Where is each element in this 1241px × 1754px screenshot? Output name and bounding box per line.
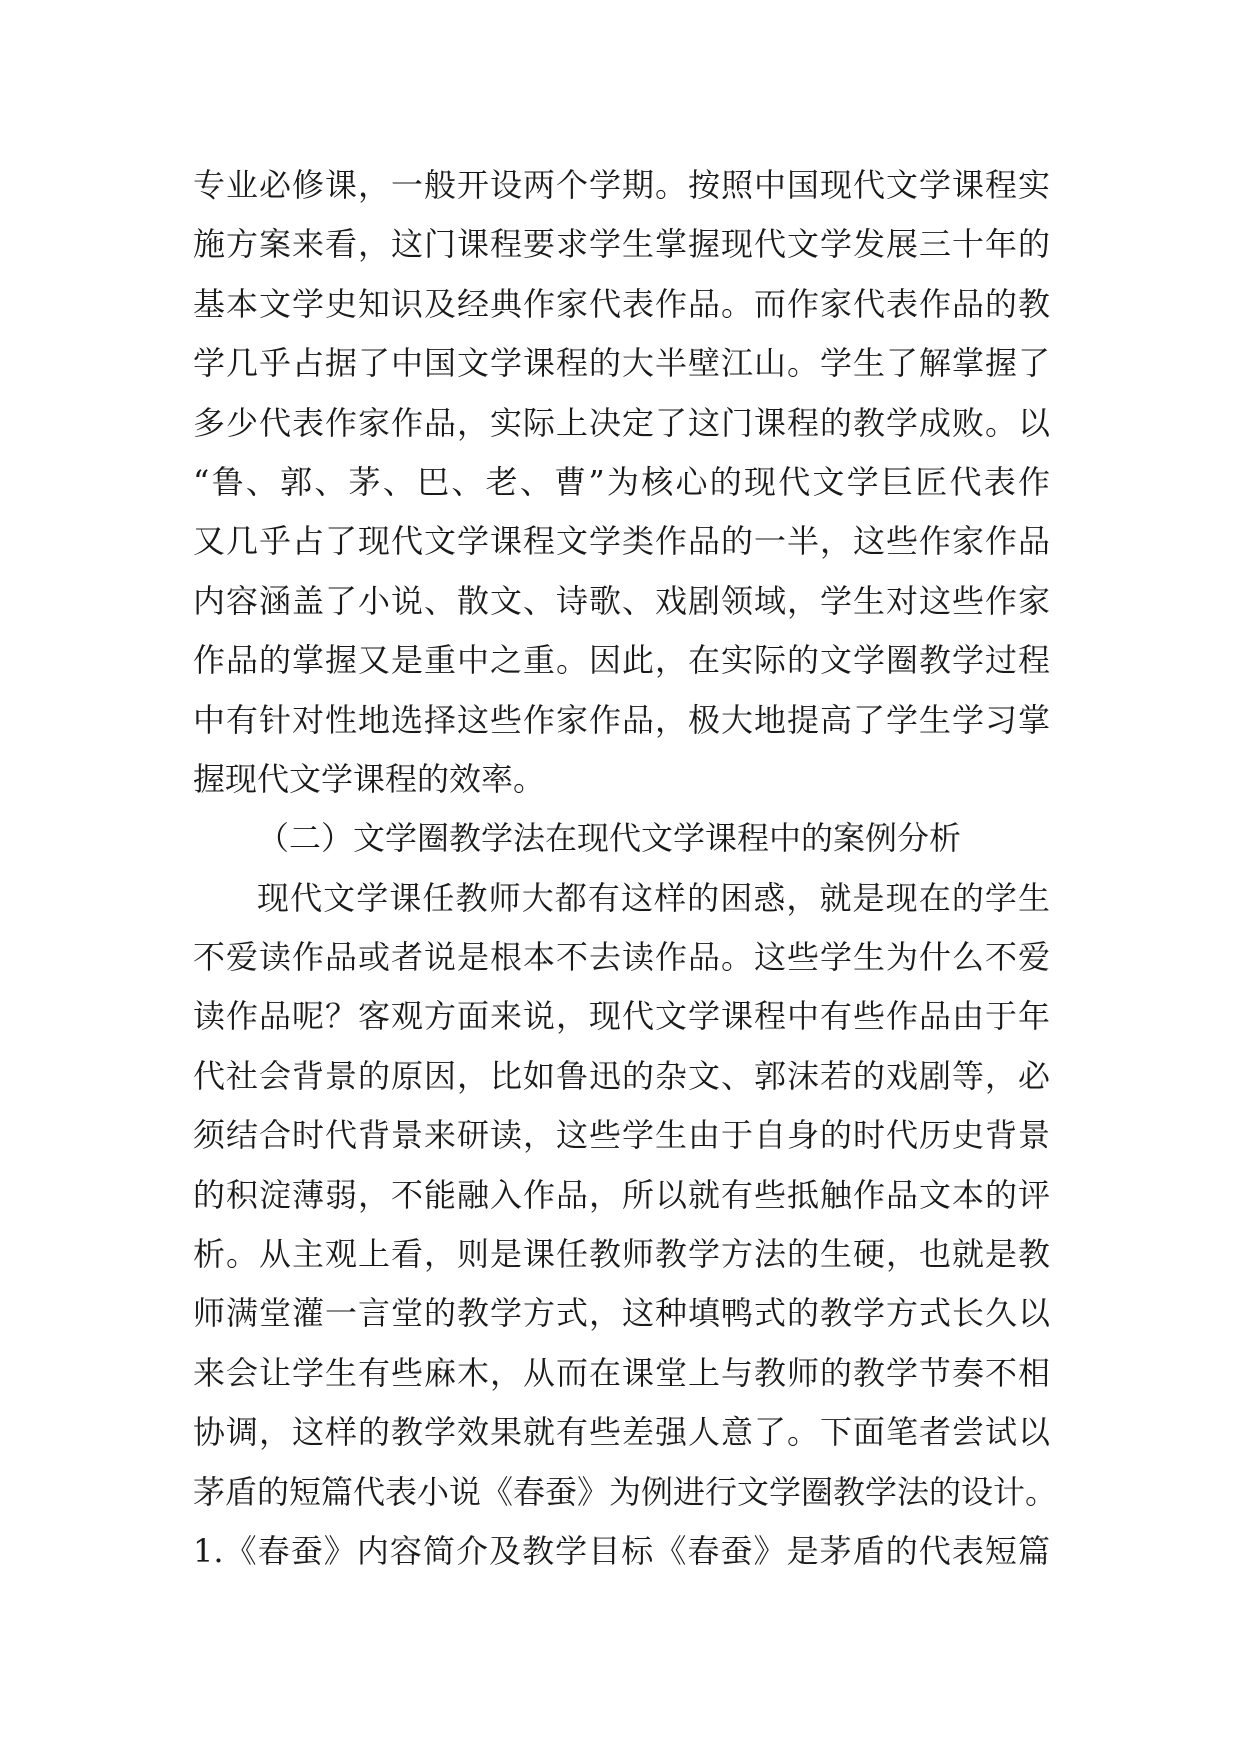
text-line: 握现代文学课程的效率。: [193, 759, 546, 798]
text-line: 施方案来看，这门课程要求学生掌握现代文学发展三十年的: [193, 225, 1050, 264]
text-line: 茅盾的短篇代表小说《春蚕》为例进行文学圈教学法的设计。: [193, 1472, 1058, 1511]
text-line: 1.《春蚕》内容简介及教学目标《春蚕》是茅盾的代表短篇: [193, 1531, 1050, 1570]
text-line: 基本文学史知识及经典作家代表作品。而作家代表作品的教: [193, 284, 1050, 323]
text-line: “鲁、郭、茅、巴、老、曹”为核心的现代文学巨匠代表作: [193, 462, 1050, 501]
text-line: 多少代表作家作品，实际上决定了这门课程的教学成败。以: [193, 403, 1050, 442]
text-line: 又几乎占了现代文学课程文学类作品的一半，这些作家作品: [193, 522, 1050, 561]
text-line: 析。从主观上看，则是课任教师教学方法的生硬，也就是教: [193, 1235, 1050, 1274]
text-line: 协调，这样的教学效果就有些差强人意了。下面笔者尝试以: [193, 1413, 1050, 1452]
text-line: 代社会背景的原因，比如鲁迅的杂文、郭沫若的戏剧等，必: [193, 1056, 1050, 1095]
text-line: 学几乎占据了中国文学课程的大半壁江山。学生了解掌握了: [193, 344, 1050, 383]
section-heading: （二）文学圈教学法在现代文学课程中的案例分析: [257, 819, 962, 858]
text-line: 来会让学生有些麻木，从而在课堂上与教师的教学节奏不相: [193, 1353, 1050, 1392]
text-line: 须结合时代背景来研读，这些学生由于自身的时代历史背景: [193, 1116, 1050, 1155]
text-line: 内容涵盖了小说、散文、诗歌、戏剧领域，学生对这些作家: [193, 581, 1050, 620]
text-line: 读作品呢？客观方面来说，现代文学课程中有些作品由于年: [193, 997, 1050, 1036]
text-line: 现代文学课任教师大都有这样的困惑，就是现在的学生: [257, 878, 1050, 917]
body-text: [193, 156, 1058, 1581]
text-line: 师满堂灌一言堂的教学方式，这种填鸭式的教学方式长久以: [193, 1294, 1050, 1333]
text-line: 作品的掌握又是重中之重。因此，在实际的文学圈教学过程: [193, 641, 1050, 680]
text-line: 专业必修课，一般开设两个学期。按照中国现代文学课程实: [193, 166, 1050, 204]
text-line: 不爱读作品或者说是根本不去读作品。这些学生为什么不爱: [193, 938, 1050, 977]
text-line: 的积淀薄弱，不能融入作品，所以就有些抵触作品文本的评: [193, 1175, 1050, 1214]
text-line: 中有针对性地选择这些作家作品，极大地提高了学生学习掌: [193, 700, 1050, 739]
